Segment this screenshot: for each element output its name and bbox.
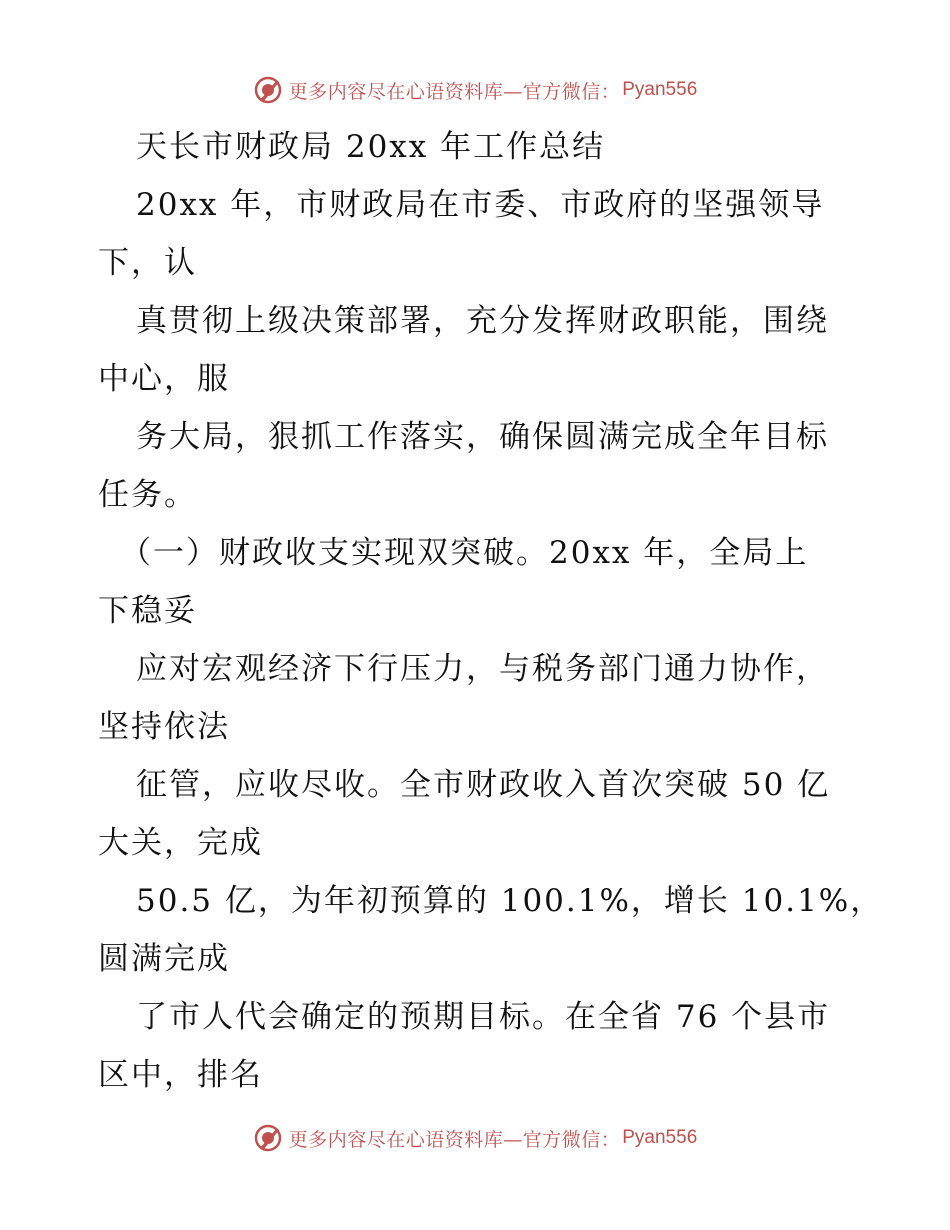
quill-logo-icon — [253, 1123, 283, 1153]
text-line: 大关，完成 — [98, 825, 263, 861]
text-line: 征管，应收尽收。全市财政收入首次突破 50 亿 — [136, 767, 831, 803]
text-line: 20xx 年，市财政局在市委、市政府的坚强领导 — [136, 187, 825, 223]
text-line: 圆满完成 — [98, 941, 230, 977]
text-line: 任务。 — [98, 477, 197, 513]
text-line: 应对宏观经济下行压力，与税务部门通力协作， — [136, 651, 829, 687]
text-line: 下，认 — [98, 245, 197, 281]
watermark-handle: Pyan556 — [622, 79, 698, 100]
text-line: 真贯彻上级决策部署，充分发挥财政职能，围绕 — [136, 303, 829, 339]
text-line: 务大局，狠抓工作落实，确保圆满完成全年目标 — [136, 419, 829, 455]
quill-logo-icon — [253, 75, 283, 105]
document-title: 天长市财政局 20xx 年工作总结 — [136, 129, 606, 165]
text-line: 坚持依法 — [98, 709, 230, 745]
watermark-text: 更多内容尽在心语资料库—官方微信： — [288, 1128, 621, 1151]
watermark-handle: Pyan556 — [622, 1127, 698, 1148]
section-heading-line: （一）财政收支实现双突破。20xx 年，全局上 — [120, 535, 809, 571]
text-line: 50.5 亿，为年初预算的 100.1%，增长 10.1%， — [136, 883, 884, 919]
text-line: 了市人代会确定的预期目标。在全省 76 个县市 — [136, 999, 831, 1035]
text-line: 中心，服 — [98, 361, 230, 397]
text-line: 区中，排名 — [98, 1057, 263, 1093]
document-body — [98, 118, 884, 1104]
watermark-header — [0, 70, 950, 110]
watermark-text: 更多内容尽在心语资料库—官方微信： — [288, 80, 621, 103]
watermark-footer — [0, 1118, 950, 1158]
text-line: 下稳妥 — [98, 593, 197, 629]
